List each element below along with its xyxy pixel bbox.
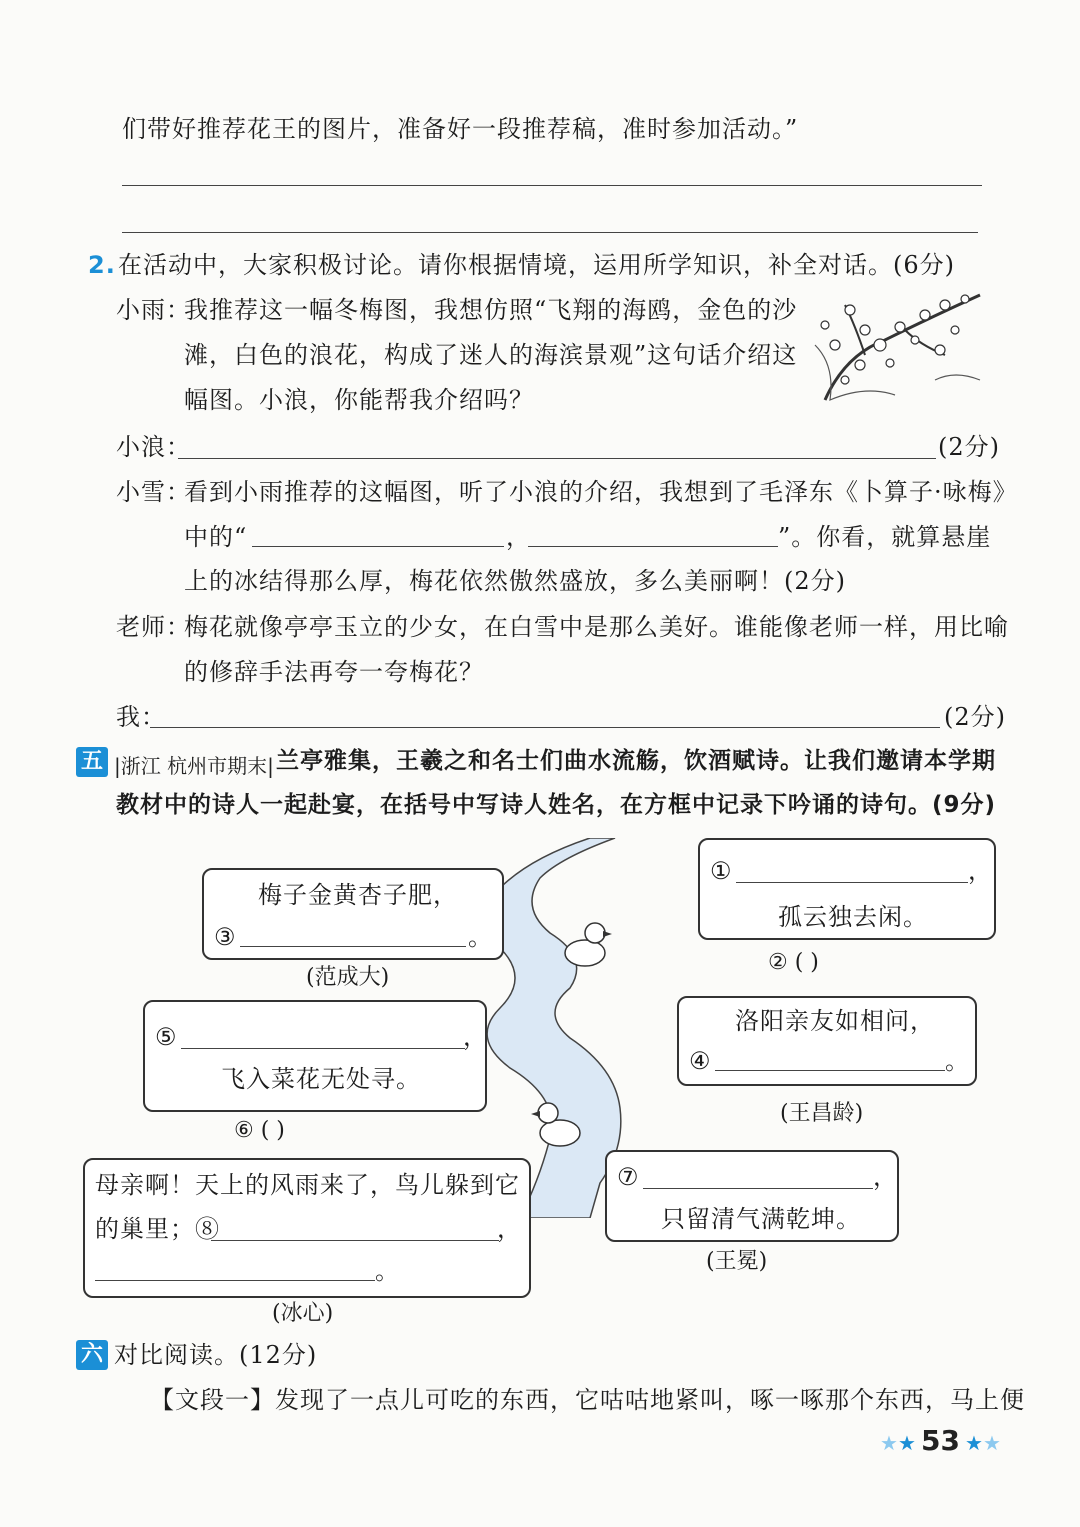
plum-blossom-illustration	[805, 285, 1005, 410]
section-badge: 六	[76, 1340, 108, 1370]
answer-blank[interactable]	[715, 1070, 945, 1071]
poet-caption: (冰心)	[272, 1301, 334, 1326]
comma: ，	[506, 523, 531, 551]
answer-blank[interactable]	[211, 1240, 499, 1241]
dialogue-line: 上的冰结得那么厚，梅花依然傲然盛放，多么美丽啊！(2分)	[184, 567, 846, 595]
answer-line[interactable]	[122, 185, 982, 186]
question-number: 2.	[88, 251, 116, 279]
answer-line[interactable]	[122, 232, 978, 233]
speaker-label: 小浪：	[116, 433, 191, 461]
poem-box-7	[605, 1150, 899, 1242]
poem-line: 洛阳亲友如相问，	[735, 1007, 935, 1035]
dialogue-line-prefix: 中的“	[184, 523, 248, 551]
circled-number: ④	[689, 1047, 712, 1075]
poem-line: 母亲啊！天上的风雨来了，鸟儿躲到它	[95, 1171, 520, 1199]
star-icon: ★	[982, 1431, 1001, 1455]
page-number: 53	[920, 1424, 960, 1457]
poet-blank-2[interactable]: ② ( )	[768, 950, 819, 975]
dialogue-line: 幅图。小浪，你能帮我介绍吗？	[184, 386, 534, 414]
poet-caption: (王昌龄)	[780, 1101, 864, 1126]
star-icon: ★	[897, 1431, 916, 1455]
answer-line[interactable]	[178, 458, 936, 459]
poem-line: 只留清气满乾坤。	[661, 1205, 861, 1233]
dialogue-line: 滩，白色的浪花，构成了迷人的海滨景观”这句话介绍这	[184, 341, 798, 369]
poet-caption: (王冕)	[706, 1249, 768, 1274]
punctuation: 。	[468, 923, 493, 951]
answer-line[interactable]	[150, 727, 940, 728]
speaker-label: 小雨：	[116, 296, 191, 324]
speaker-label: 小雪：	[116, 478, 191, 506]
question-prompt: 在活动中，大家积极讨论。请你根据情境，运用所学知识，补全对话。(6分)	[118, 251, 955, 279]
punctuation: ，	[497, 1215, 522, 1243]
star-icon: ★	[880, 1431, 898, 1455]
paragraph-line: 们带好推荐花王的图片，准备好一段推荐稿，准时参加活动。”	[122, 115, 799, 143]
circled-number: ⑦	[617, 1163, 640, 1191]
poem-box-5	[143, 1000, 487, 1112]
section-badge: 五	[76, 747, 108, 777]
answer-blank[interactable]	[643, 1188, 873, 1189]
circled-number: ①	[710, 857, 733, 885]
answer-blank[interactable]	[736, 882, 968, 883]
dialogue-line: 看到小雨推荐的这幅图，听了小浪的介绍，我想到了毛泽东《卜算子·咏梅》	[184, 478, 1018, 506]
star-icon: ★	[965, 1431, 983, 1455]
poem-box-wang-changling	[677, 996, 977, 1086]
poem-box-1	[698, 838, 996, 940]
speaker-label: 老师：	[116, 613, 191, 641]
poem-line: 梅子金黄杏子肥，	[258, 881, 458, 909]
source-tag: |浙江 杭州市期末|	[114, 754, 274, 778]
circled-number: ③	[214, 923, 237, 951]
poet-blank-6[interactable]: ⑥ ( )	[234, 1118, 285, 1143]
poem-line: 的巢里；⑧	[95, 1215, 220, 1243]
dialogue-line: 的修辞手法再夸一夸梅花？	[184, 658, 484, 686]
score-label: (2分)	[938, 433, 1000, 461]
poet-caption: (范成大)	[306, 965, 390, 990]
dialogue-line-suffix: ”。你看，就算悬崖	[778, 523, 992, 551]
answer-blank[interactable]	[252, 546, 504, 547]
section-instruction: 兰亭雅集，王羲之和名士们曲水流觞，饮酒赋诗。让我们邀请本学期	[276, 748, 996, 774]
answer-blank[interactable]	[240, 946, 466, 947]
punctuation: ，	[463, 1023, 488, 1051]
punctuation: ，	[873, 1163, 898, 1191]
paragraph-line: 【文段一】发现了一点儿可吃的东西，它咕咕地紧叫，啄一啄那个东西，马上便	[150, 1386, 1025, 1414]
circled-number: ⑤	[155, 1023, 178, 1051]
section-instruction: 教材中的诗人一起赴宴，在括号中写诗人姓名，在方框中记录下吟诵的诗句。(9分)	[116, 792, 997, 818]
poem-box-fan-chengda	[202, 868, 504, 960]
punctuation: ，	[968, 857, 993, 885]
answer-blank[interactable]	[95, 1280, 375, 1281]
answer-blank[interactable]	[528, 546, 778, 547]
dialogue-line: 我推荐这一幅冬梅图，我想仿照“飞翔的海鸥，金色的沙	[184, 296, 798, 324]
page-number-group	[880, 1424, 1001, 1457]
section-title: 对比阅读。(12分)	[114, 1341, 318, 1369]
answer-blank[interactable]	[181, 1048, 465, 1049]
poem-line: 飞入菜花无处寻。	[221, 1065, 421, 1093]
punctuation: 。	[945, 1047, 970, 1075]
score-label: (2分)	[944, 703, 1006, 731]
dialogue-line: 梅花就像亭亭玉立的少女，在白雪中是那么美好。谁能像老师一样，用比喻	[184, 613, 1009, 641]
punctuation: 。	[375, 1257, 400, 1285]
poem-line: 孤云独去闲。	[778, 903, 928, 931]
speaker-label: 我：	[116, 703, 166, 731]
poem-box-bing-xin	[83, 1158, 531, 1298]
